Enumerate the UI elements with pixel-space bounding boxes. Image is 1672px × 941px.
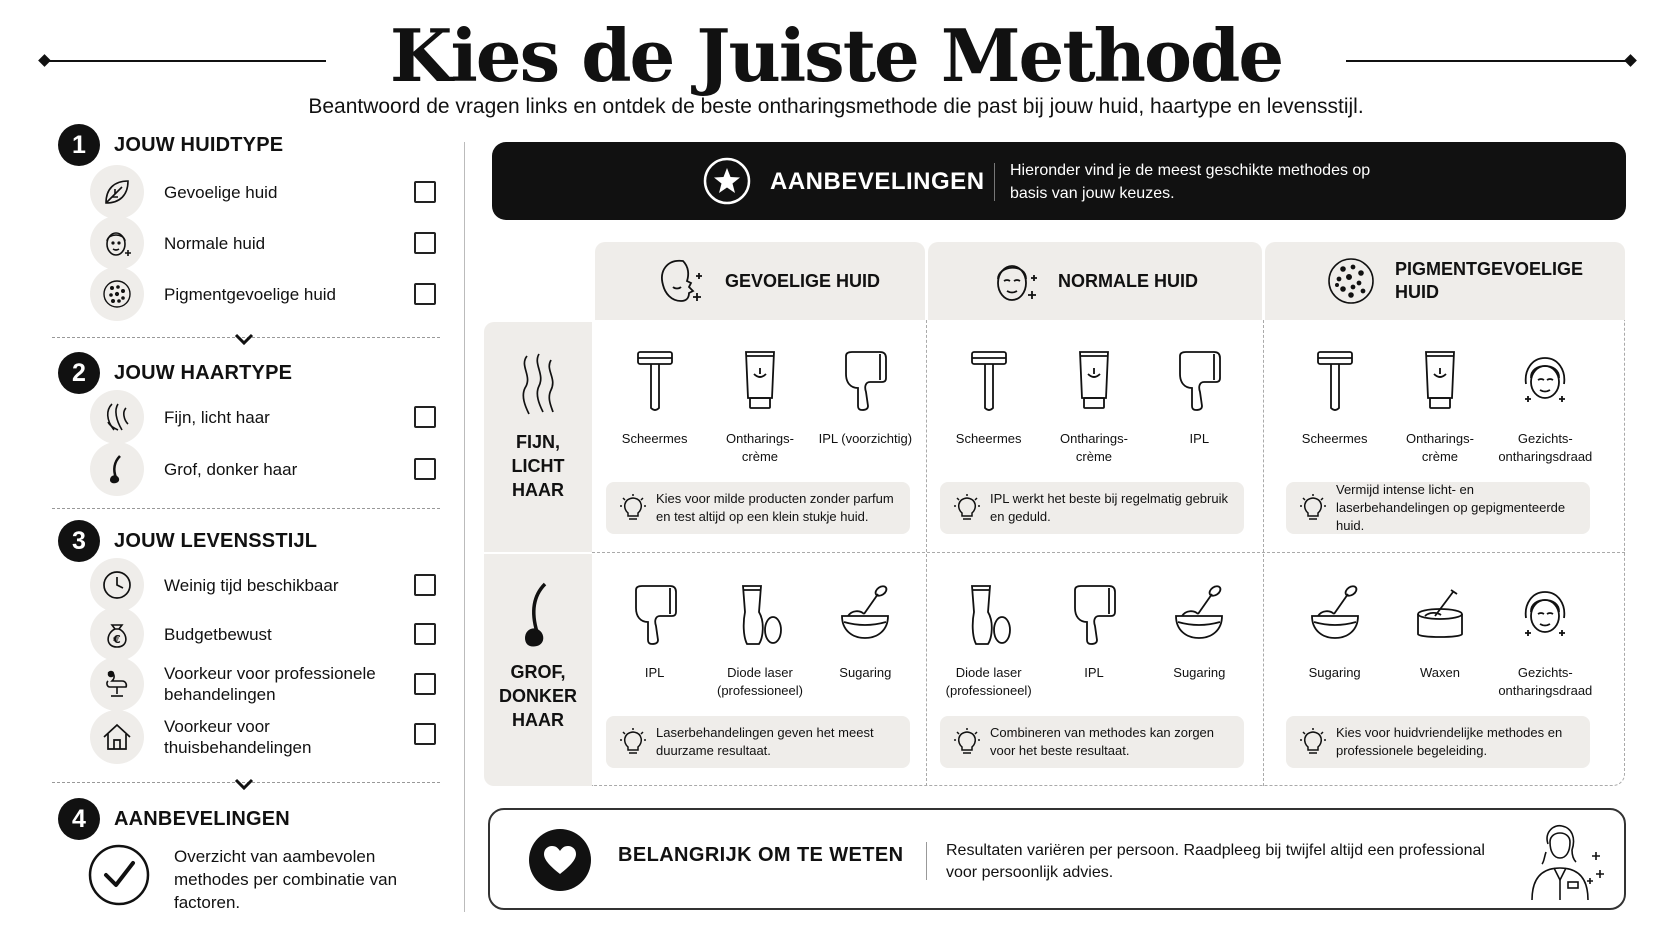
step-number: 1 [58, 124, 100, 166]
step-number: 3 [58, 520, 100, 562]
checkbox-fine-hair[interactable] [414, 406, 436, 428]
cell-coarse-sensitive [592, 556, 928, 788]
option-professional[interactable] [90, 659, 440, 709]
method-label: Waxen [1419, 665, 1460, 680]
checkbox-home[interactable] [414, 723, 436, 745]
option-label: Gevoelige huid [164, 182, 278, 202]
method-item [1285, 348, 1385, 466]
recommendations-banner [492, 142, 1626, 220]
option-pigment-skin[interactable] [90, 269, 440, 319]
razor-icon [633, 348, 677, 414]
pigment-icon [1323, 253, 1379, 309]
cell-coarse-pigment [1272, 556, 1608, 788]
method-item [815, 348, 915, 466]
option-label: Weinig tijd beschikbaar [164, 575, 339, 595]
method-item [1390, 582, 1490, 700]
checkbox-professional[interactable] [414, 673, 436, 695]
lightbulb-icon [620, 493, 646, 523]
method-label: Sugaring [1173, 665, 1226, 680]
method-item [605, 582, 705, 700]
money-bag-icon [90, 607, 144, 661]
sidebar-divider [464, 142, 465, 912]
tip-box [940, 716, 1244, 768]
option-label: Fijn, licht haar [164, 407, 270, 427]
checkbox-budget[interactable] [414, 623, 436, 645]
cell-coarse-normal [926, 556, 1262, 788]
checkbox-normal-skin[interactable] [414, 232, 436, 254]
lightbulb-icon [1300, 493, 1326, 523]
face-thread-icon [1520, 348, 1570, 414]
row-header-coarse-hair [484, 554, 592, 786]
checkmark-circle-icon [86, 842, 152, 908]
cream-tube-icon [738, 348, 782, 414]
method-label: IPL (voorzichtig) [818, 431, 913, 446]
method-item [605, 348, 705, 466]
section-hair-type-header [58, 352, 292, 394]
tip-text: Vermijd intense licht- en laserbehandelingen op gepigmenteerde huid. [1336, 482, 1566, 533]
method-label: Ontharings-crème [726, 431, 794, 464]
section-recommendations-header [58, 798, 290, 840]
tip-box [606, 716, 910, 768]
wax-pot-icon [1413, 582, 1467, 648]
checkbox-little-time[interactable] [414, 574, 436, 596]
important-title: BELANGRIJK OM TE WETEN [618, 844, 904, 866]
option-label: Budgetbewust [164, 624, 272, 644]
section-lifestyle-header [58, 520, 317, 562]
method-label: Diode laser (professioneel) [716, 665, 803, 698]
option-sensitive-skin[interactable] [90, 167, 440, 217]
ipl-device-icon [840, 348, 890, 414]
sugaring-bowl-icon [838, 582, 892, 648]
method-label: Scheermes [621, 431, 688, 446]
ipl-device-icon [1069, 582, 1119, 648]
row-header-fine-hair [484, 322, 592, 552]
normal-face-icon [986, 253, 1042, 309]
method-item [710, 582, 810, 700]
house-icon [90, 710, 144, 764]
chevron-down-icon [233, 332, 255, 346]
method-item [1149, 582, 1249, 700]
star-icon [702, 156, 752, 206]
option-fine-hair[interactable] [90, 392, 440, 442]
method-item [1044, 348, 1144, 466]
column-label: NORMALE HUID [1058, 270, 1198, 291]
checkbox-sensitive-skin[interactable] [414, 181, 436, 203]
method-item [1390, 348, 1490, 466]
tip-box [940, 482, 1244, 534]
coarse-hair-icon [90, 442, 144, 496]
option-little-time[interactable] [90, 560, 440, 610]
cell-fine-pigment [1272, 322, 1608, 554]
heart-icon [528, 828, 592, 892]
ipl-device-icon [630, 582, 680, 648]
lightbulb-icon [954, 493, 980, 523]
option-label: Voorkeur voor professionele behandelingen [164, 664, 376, 704]
banner-separator [994, 163, 995, 201]
tip-box [1286, 716, 1590, 768]
fine-hair-icon [513, 350, 563, 420]
option-normal-skin[interactable] [90, 218, 440, 268]
tip-box [606, 482, 910, 534]
cream-tube-icon [1418, 348, 1462, 414]
tip-text: Kies voor huidvriendelijke methodes en professionele begeleiding. [1336, 725, 1563, 758]
cell-fine-normal [926, 322, 1262, 554]
lightbulb-icon [1300, 727, 1326, 757]
lightbulb-icon [954, 727, 980, 757]
ipl-device-icon [1174, 348, 1224, 414]
fine-hair-icon [90, 390, 144, 444]
method-label: Gezichts-ontharingsdraad [1498, 665, 1593, 698]
method-item [939, 348, 1039, 466]
razor-icon [967, 348, 1011, 414]
svg-text:€: € [113, 633, 121, 646]
lightbulb-icon [620, 727, 646, 757]
method-label: IPL [1084, 665, 1104, 680]
column-header-pigment [1265, 242, 1625, 320]
method-item [1044, 582, 1144, 700]
checkbox-pigment-skin[interactable] [414, 283, 436, 305]
method-item [815, 582, 915, 700]
row-label: FIJN, LICHT HAAR [511, 432, 565, 500]
row-label: GROF, DONKER HAAR [498, 662, 577, 730]
face-icon [90, 216, 144, 270]
section-divider [52, 508, 440, 509]
option-home[interactable] [90, 712, 440, 762]
tip-text: IPL werkt het beste bij regelmatig gebruik en geduld. [990, 491, 1228, 524]
banner-text: Hieronder vind je de meest geschikte methodes op basis van jouw keuzes. [1010, 162, 1371, 202]
method-label: Scheermes [955, 431, 1022, 446]
cream-tube-icon [1072, 348, 1116, 414]
option-label: Pigmentgevoelige huid [164, 284, 337, 304]
method-label: IPL [1189, 431, 1210, 446]
method-item [710, 348, 810, 466]
method-label: Gezichts-ontharingsdraad [1498, 431, 1593, 464]
method-label: Scheermes [1301, 431, 1368, 446]
method-item [939, 582, 1039, 700]
section-title: JOUW LEVENSSTIJL [114, 529, 318, 552]
page-subtitle: Beantwoord de vragen links en ontdek de beste ontharingsmethode die past bij jouw huid, haartype en levensstijl. [308, 95, 1364, 118]
method-label: Diode laser (professioneel) [945, 665, 1032, 698]
important-separator [926, 842, 927, 880]
column-label: GEVOELIGE HUID [725, 270, 881, 291]
pigment-dots-icon [90, 267, 144, 321]
diode-laser-icon [964, 582, 1014, 648]
checkbox-coarse-hair[interactable] [414, 458, 436, 480]
important-text: Resultaten variëren per persoon. Raadpleeg bij twijfel altijd een professional voor persoonlijk advies. [946, 842, 1485, 881]
option-budget[interactable] [90, 609, 440, 659]
leaf-icon [90, 165, 144, 219]
option-coarse-hair[interactable] [90, 444, 440, 494]
tip-text: Kies voor milde producten zonder parfum en test altijd op een klein stukje huid. [656, 491, 894, 524]
cell-fine-sensitive [592, 322, 928, 554]
method-item [1495, 348, 1595, 466]
clock-icon [90, 558, 144, 612]
sugaring-bowl-icon [1308, 582, 1362, 648]
salon-chair-icon [90, 657, 144, 711]
step-number: 2 [58, 352, 100, 394]
banner-title: AANBEVELINGEN [770, 168, 985, 195]
method-label: Ontharings-crème [1060, 431, 1128, 464]
coarse-hair-icon [513, 580, 563, 650]
diode-laser-icon [735, 582, 785, 648]
method-label: IPL [644, 665, 665, 680]
section-title: JOUW HAARTYPE [114, 361, 293, 384]
column-header-normal [928, 242, 1262, 320]
method-item [1495, 582, 1595, 700]
column-label: PIGMENTGEVOELIGE HUID [1395, 259, 1584, 302]
tip-text: Laserbehandelingen geven het meest duurzame resultaat. [656, 725, 874, 758]
sensitive-face-icon [653, 253, 709, 309]
step-number: 4 [58, 798, 100, 840]
section-skin-type-header [58, 124, 283, 166]
recommendations-summary: Overzicht van aambevolen methodes per combinatie van factoren. [174, 847, 398, 912]
sugaring-bowl-icon [1172, 582, 1226, 648]
tip-box [1286, 482, 1590, 534]
tip-text: Combineren van methodes kan zorgen voor het beste resultaat. [990, 725, 1215, 758]
column-header-sensitive [595, 242, 925, 320]
grid-divider [1263, 320, 1264, 786]
chevron-down-icon [233, 777, 255, 791]
method-item [1149, 348, 1249, 466]
method-label: Ontharings-crème [1406, 431, 1474, 464]
section-title: AANBEVELINGEN [114, 807, 290, 830]
method-label: Sugaring [1308, 665, 1361, 680]
method-item [1285, 582, 1385, 700]
razor-icon [1313, 348, 1357, 414]
important-info-box [488, 808, 1626, 910]
professional-icon [1520, 822, 1608, 900]
option-label: Voorkeur voor thuisbehandelingen [164, 717, 312, 757]
method-label: Sugaring [839, 665, 892, 680]
option-label: Normale huid [164, 233, 266, 253]
section-title: JOUW HUIDTYPE [114, 133, 284, 156]
face-thread-icon [1520, 582, 1570, 648]
option-label: Grof, donker haar [164, 459, 298, 479]
page-title: Kies de Juiste Methode [389, 13, 1283, 98]
